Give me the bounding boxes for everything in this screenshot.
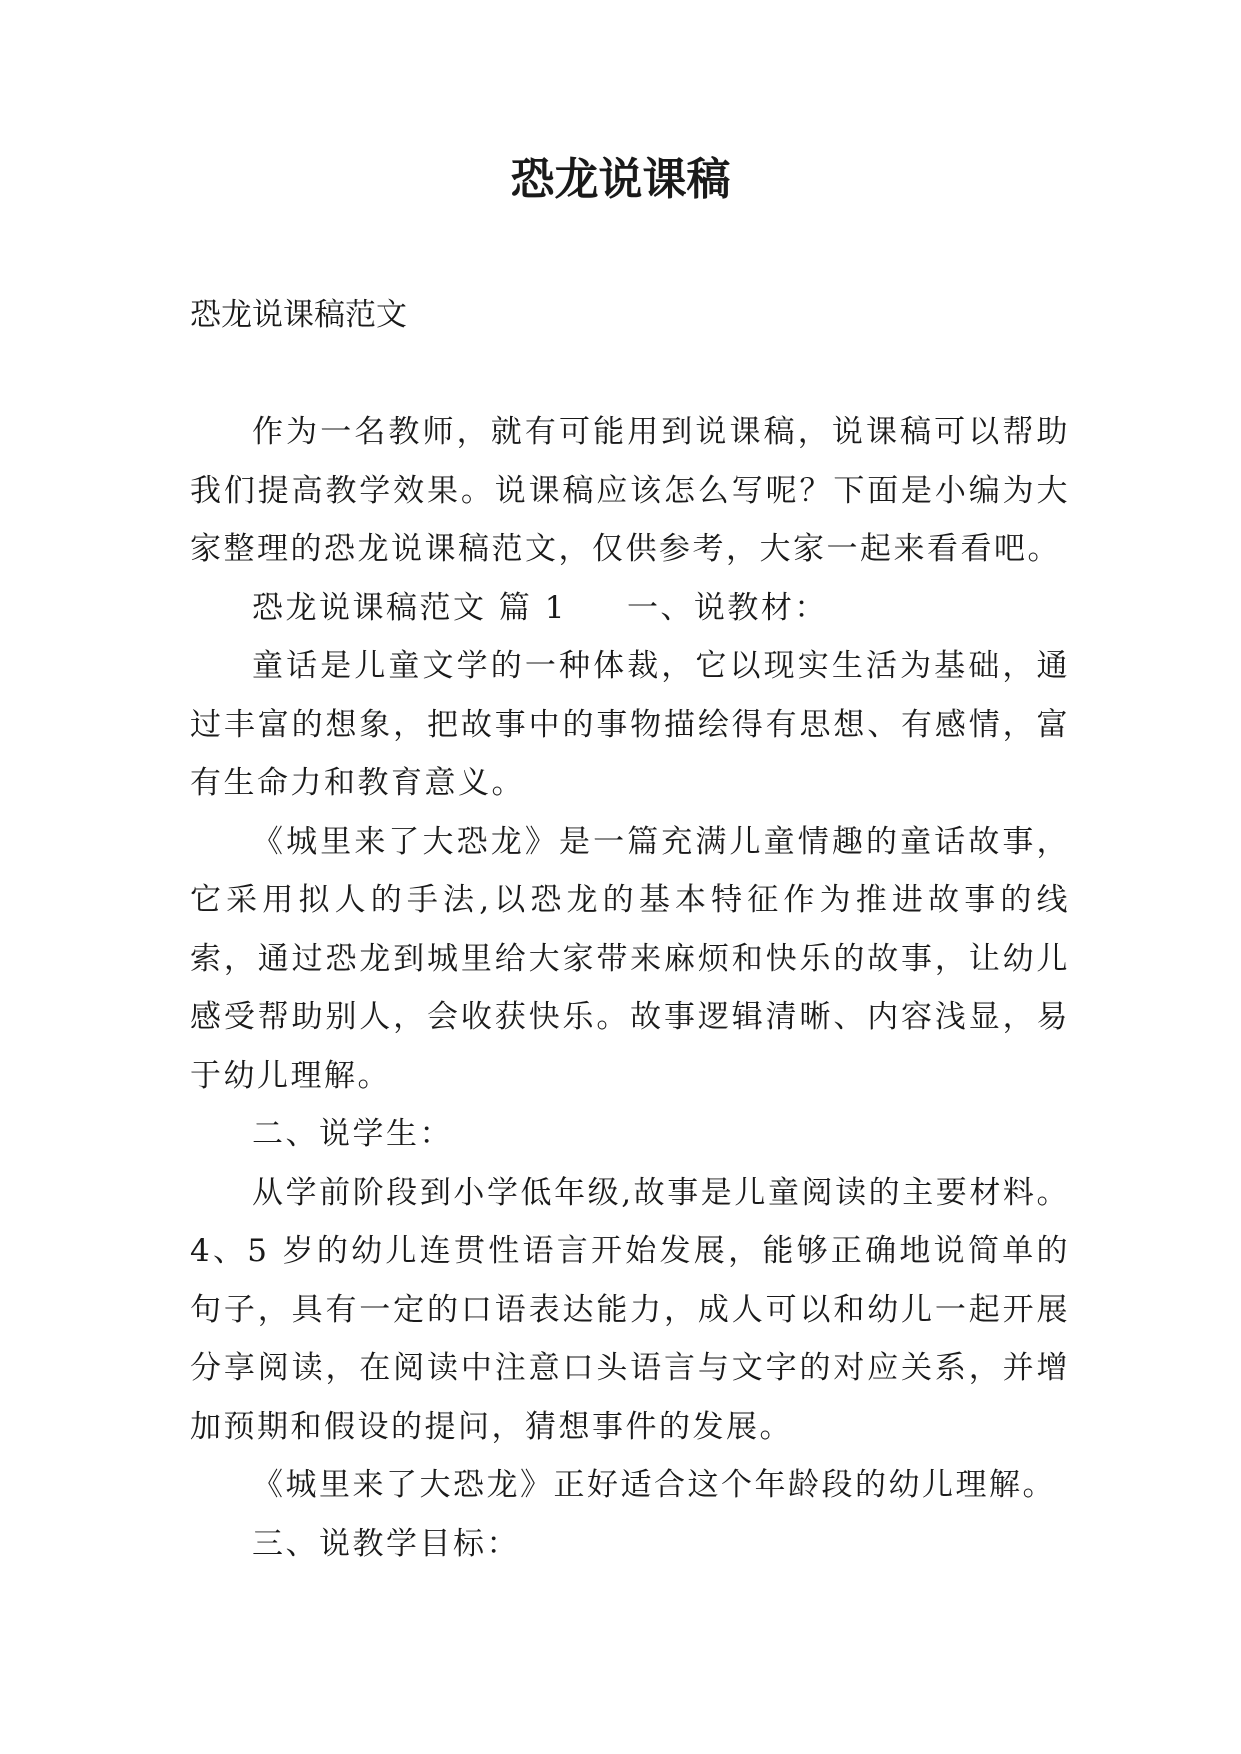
document-title: 恐龙说课稿 — [510, 154, 731, 205]
paragraph-intro: 作为一名教师，就有可能用到说课稿，说课稿可以帮助我们提高教学效果。说课稿应该怎么写呢？下面是小编为大家整理的恐龙说课稿范文，仅供参考，大家一起来看看吧。 — [190, 414, 1070, 567]
paragraph-section-line — [190, 579, 1070, 638]
document-subtitle: 恐龙说课稿范文 — [190, 297, 407, 333]
section-heading-students: 二、说学生： — [252, 1116, 453, 1152]
paragraph-suitability: 《城里来了大恐龙》正好适合这个年龄段的幼儿理解。 — [252, 1467, 1056, 1503]
section-heading-textbook: 一、说教材： — [626, 589, 828, 626]
section-heading-goals: 三、说教学目标： — [252, 1525, 520, 1562]
paragraph-fairy-tale: 童话是儿童文学的一种体裁，它以现实生活为基础，通过丰富的想象，把故事中的事物描绘得有思想、有感情，富有生命力和教育意义。 — [190, 648, 1070, 801]
paragraph-students: 从学前阶段到小学低年级,故事是儿童阅读的主要材料。4、5 岁的幼儿连贯性语言开始发展，能够正确地说简单的句子，具有一定的口语表达能力，成人可以和幼儿一起开展分享阅读，在阅读中注意口头语言与文字的对应关系，并增加预期和假设的提问，猜想事件的发展。 — [190, 1174, 1070, 1445]
paragraph-story: 《城里来了大恐龙》是一篇充满儿童情趣的童话故事，它采用拟人的手法,以恐龙的基本特征作为推进故事的线索，通过恐龙到城里给大家带来麻烦和快乐的故事，让幼儿感受帮助别人，会收获快乐。故事逻辑清晰、内容浅显，易于幼儿理解。 — [190, 823, 1070, 1094]
document-body — [190, 403, 1070, 1573]
sample-heading: 恐龙说课稿范文 篇 1 — [252, 589, 567, 626]
